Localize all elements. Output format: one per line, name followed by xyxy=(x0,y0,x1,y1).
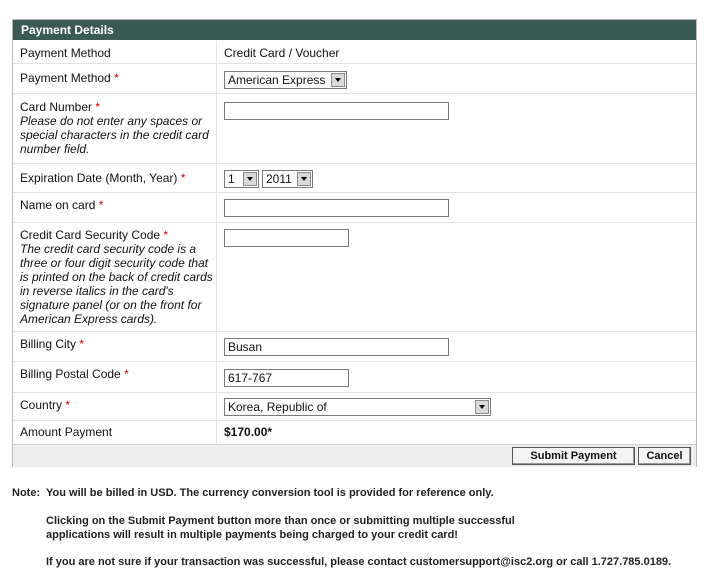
row-card-number xyxy=(13,94,696,164)
submit-payment-button[interactable]: Submit Payment xyxy=(512,447,635,465)
panel-title: Payment Details xyxy=(13,20,696,40)
note-prefix: Note: xyxy=(12,487,41,499)
billing-postal-label: Billing Postal Code * xyxy=(20,367,129,381)
card-number-help: Please do not enter any spaces or special characters in the credit card number field. xyxy=(20,114,209,156)
required-marker: * xyxy=(180,171,186,185)
required-marker: * xyxy=(95,100,101,114)
chevron-down-icon xyxy=(243,172,257,186)
billing-city-label: Billing City * xyxy=(20,337,85,351)
amount-label: Amount Payment xyxy=(20,425,113,439)
payment-method-select[interactable]: American Express xyxy=(224,71,347,89)
row-payment-method xyxy=(13,64,696,94)
security-code-label: Credit Card Security Code * The credit card security code is a three or four digit security code that is printed on the back of credit cards in reverse italics in the card's signature panel (or on the front for American Express cards). xyxy=(20,228,215,326)
expiration-month-select[interactable]: 1 xyxy=(224,170,259,188)
payment-method-static-label: Payment Method xyxy=(20,46,111,60)
cancel-button[interactable]: Cancel xyxy=(638,447,691,465)
name-on-card-label: Name on card * xyxy=(20,198,104,212)
country-select[interactable]: Korea, Republic of xyxy=(224,398,491,416)
row-country xyxy=(13,393,696,421)
required-marker: * xyxy=(65,398,71,412)
chevron-down-icon xyxy=(475,400,489,414)
row-payment-method-static xyxy=(13,41,696,64)
billing-postal-input[interactable]: 617-767 xyxy=(224,369,349,387)
billing-city-input[interactable]: Busan xyxy=(224,338,449,356)
note-multiple-submit-1: Clicking on the Submit Payment button more than once or submitting multiple successful xyxy=(46,515,515,527)
amount-value: $170.00* xyxy=(224,425,273,439)
payment-details-panel xyxy=(12,19,697,467)
country-label: Country * xyxy=(20,398,71,412)
card-number-input[interactable] xyxy=(224,102,449,120)
chevron-down-icon xyxy=(331,73,345,87)
row-billing-postal xyxy=(13,362,696,393)
row-expiration xyxy=(13,164,696,193)
security-code-input[interactable] xyxy=(224,229,349,247)
note-multiple-submit-2: applications will result in multiple payments being charged to your credit card! xyxy=(46,529,458,541)
required-marker: * xyxy=(98,198,104,212)
chevron-down-icon xyxy=(297,172,311,186)
card-number-label: Card Number * Please do not enter any spaces or special characters in the credit card number field. xyxy=(20,100,215,156)
row-name-on-card xyxy=(13,193,696,223)
required-marker: * xyxy=(163,228,169,242)
row-billing-city xyxy=(13,332,696,362)
security-code-help: The credit card security code is a three or four digit security code that is printed on the back of credit cards in reverse italics in the card's signature panel (or on the front for American Express cards). xyxy=(20,242,213,326)
name-on-card-input[interactable] xyxy=(224,199,449,217)
required-marker: * xyxy=(124,367,129,381)
expiration-year-select[interactable]: 2011 xyxy=(262,170,313,188)
payment-method-label: Payment Method * xyxy=(20,71,119,85)
button-bar xyxy=(13,444,696,467)
note-billing-usd: You will be billed in USD. The currency conversion tool is provided for reference only. xyxy=(46,487,494,499)
expiration-label: Expiration Date (Month, Year) * xyxy=(20,171,186,185)
note-contact-support: If you are not sure if your transaction was successful, please contact customersupport@isc2.org or call 1.727.785.0189. xyxy=(46,556,672,568)
required-marker: * xyxy=(114,71,119,85)
row-security-code xyxy=(13,223,696,332)
row-amount xyxy=(13,421,696,444)
payment-method-static-value: Credit Card / Voucher xyxy=(224,46,340,60)
required-marker: * xyxy=(79,337,85,351)
